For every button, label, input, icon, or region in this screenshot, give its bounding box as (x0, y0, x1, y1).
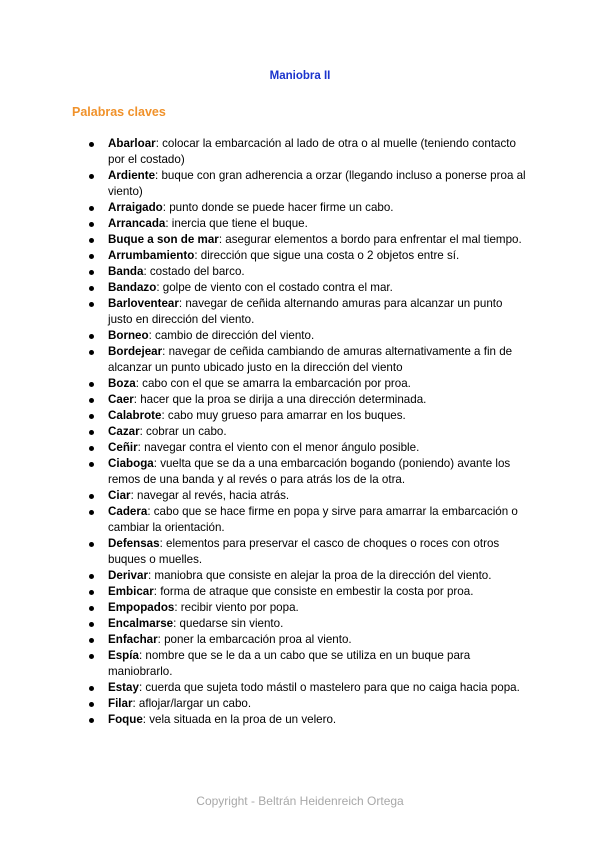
glossary-term: Ciar (108, 489, 131, 502)
glossary-definition: : cambio de dirección del viento. (148, 329, 315, 342)
glossary-item (108, 216, 528, 232)
bullet-icon (89, 398, 94, 403)
glossary-item (108, 248, 528, 264)
document-title: Maniobra II (269, 70, 331, 82)
glossary-item (108, 456, 528, 488)
glossary-item (108, 488, 528, 504)
glossary-definition: : cuerda que sujeta todo mástil o mastelero para que no caiga hacia popa. (138, 681, 520, 694)
glossary-term: Defensas (108, 537, 160, 550)
bullet-icon (89, 238, 94, 243)
glossary-item (108, 680, 528, 696)
bullet-icon (89, 270, 94, 275)
bullet-icon (89, 622, 94, 627)
glossary-term: Cadera (108, 505, 148, 518)
glossary-definition: : forma de atraque que consiste en embestir la costa por proa. (153, 585, 474, 598)
bullet-icon (89, 286, 94, 291)
glossary-definition: : elementos para preservar el casco de choques o roces con otros buques o muelles. (108, 537, 500, 566)
glossary-item (108, 440, 528, 456)
glossary-definition: : inercia que tiene el buque. (165, 217, 308, 230)
glossary-definition: : dirección que sigue una costa o 2 objetos entre sí. (194, 249, 460, 262)
glossary-item (108, 600, 528, 616)
glossary-term: Calabrote (108, 409, 162, 422)
glossary-item (108, 296, 528, 328)
glossary-definition: : poner la embarcación proa al viento. (157, 633, 352, 646)
glossary-item (108, 200, 528, 216)
glossary-definition: : cabo con el que se amarra la embarcación por proa. (135, 377, 411, 390)
bullet-icon (89, 606, 94, 611)
glossary-definition: : nombre que se le da a un cabo que se utiliza en un buque para maniobrarlo. (108, 649, 471, 678)
copyright-footer: Copyright - Beltrán Heidenreich Ortega (196, 794, 404, 808)
glossary-term: Derivar (108, 569, 148, 582)
glossary-definition: : vuelta que se da a una embarcación bogando (poniendo) avante los remos de una banda y al revés o para atrás los de la otra. (108, 457, 511, 486)
glossary-definition: : navegar de ceñida cambiando de amuras alternativamente a fin de alcanzar un punto ubicado justo en la dirección del viento (108, 345, 513, 374)
glossary-definition: : navegar de ceñida alternando amuras para alcanzar un punto justo en dirección del viento. (108, 297, 503, 326)
bullet-icon (89, 638, 94, 643)
glossary-term: Bordejear (108, 345, 163, 358)
glossary-definition: : hacer que la proa se dirija a una dirección determinada. (133, 393, 427, 406)
glossary-term: Barloventear (108, 297, 179, 310)
glossary-term: Arrancada (108, 217, 166, 230)
bullet-icon (89, 542, 94, 547)
glossary-definition: : vela situada en la proa de un velero. (142, 713, 337, 726)
glossary-term: Caer (108, 393, 134, 406)
glossary-item (108, 536, 528, 568)
bullet-icon (89, 430, 94, 435)
bullet-icon (89, 222, 94, 227)
glossary-item (108, 280, 528, 296)
glossary-definition: : punto donde se puede hacer firme un cabo. (162, 201, 394, 214)
glossary-term: Ciaboga (108, 457, 154, 470)
glossary-term: Estay (108, 681, 139, 694)
glossary-term: Embicar (108, 585, 154, 598)
glossary-term: Foque (108, 713, 143, 726)
glossary-term: Empopados (108, 601, 175, 614)
glossary-item (108, 584, 528, 600)
glossary-term: Banda (108, 265, 144, 278)
bullet-icon (89, 510, 94, 515)
glossary-term: Ardiente (108, 169, 156, 182)
bullet-icon (89, 174, 94, 179)
section-heading: Palabras claves (72, 105, 166, 119)
glossary-term: Abarloar (108, 137, 156, 150)
bullet-icon (89, 462, 94, 467)
bullet-icon (89, 702, 94, 707)
glossary-definition: : cabo muy grueso para amarrar en los buques. (161, 409, 406, 422)
glossary-definition: : aflojar/largar un cabo. (132, 697, 252, 710)
glossary-item (108, 568, 528, 584)
glossary-item (108, 376, 528, 392)
glossary-definition: : costado del barco. (143, 265, 245, 278)
glossary-item (108, 168, 528, 200)
glossary-term: Espía (108, 649, 139, 662)
glossary-definition: : navegar contra el viento con el menor ángulo posible. (137, 441, 420, 454)
glossary-definition: : asegurar elementos a bordo para enfrentar el mal tiempo. (218, 233, 522, 246)
bullet-icon (89, 382, 94, 387)
bullet-icon (89, 254, 94, 259)
glossary-term: Bandazo (108, 281, 157, 294)
glossary-item (108, 504, 528, 536)
bullet-icon (89, 350, 94, 355)
bullet-icon (89, 494, 94, 499)
bullet-icon (89, 142, 94, 147)
bullet-icon (89, 446, 94, 451)
glossary-item (108, 408, 528, 424)
glossary-definition: : cabo que se hace firme en popa y sirve para amarrar la embarcación o cambiar la orientación. (108, 505, 518, 534)
glossary-definition: : navegar al revés, hacia atrás. (130, 489, 290, 502)
glossary-term: Enfachar (108, 633, 158, 646)
glossary-item (108, 344, 528, 376)
glossary-term: Arrumbamiento (108, 249, 195, 262)
glossary-term: Ceñir (108, 441, 138, 454)
glossary-definition: : recibir viento por popa. (174, 601, 299, 614)
glossary-item (108, 328, 528, 344)
glossary-definition: : golpe de viento con el costado contra el mar. (156, 281, 393, 294)
glossary-term: Boza (108, 377, 136, 390)
bullet-icon (89, 718, 94, 723)
glossary-definition: : maniobra que consiste en alejar la proa de la dirección del viento. (147, 569, 492, 582)
glossary-term: Borneo (108, 329, 149, 342)
glossary-definition: : buque con gran adherencia a orzar (llegando incluso a ponerse proa al viento) (108, 169, 526, 198)
glossary-term: Cazar (108, 425, 140, 438)
glossary-item (108, 712, 528, 728)
glossary-item (108, 616, 528, 632)
glossary-definition: : colocar la embarcación al lado de otra o al muelle (teniendo contacto por el costado) (108, 137, 516, 166)
glossary-list (108, 136, 528, 728)
bullet-icon (89, 574, 94, 579)
bullet-icon (89, 302, 94, 307)
glossary-item (108, 424, 528, 440)
glossary-term: Buque a son de mar (108, 233, 219, 246)
bullet-icon (89, 414, 94, 419)
glossary-term: Encalmarse (108, 617, 174, 630)
glossary-item (108, 392, 528, 408)
glossary-item (108, 696, 528, 712)
glossary-term: Arraigado (108, 201, 163, 214)
glossary-item (108, 264, 528, 280)
glossary-item (108, 136, 528, 168)
glossary-item (108, 648, 528, 680)
bullet-icon (89, 206, 94, 211)
glossary-item (108, 632, 528, 648)
bullet-icon (89, 686, 94, 691)
glossary-item (108, 232, 528, 248)
bullet-icon (89, 590, 94, 595)
glossary-term: Filar (108, 697, 133, 710)
glossary-definition: : quedarse sin viento. (173, 617, 284, 630)
glossary-definition: : cobrar un cabo. (139, 425, 227, 438)
bullet-icon (89, 654, 94, 659)
bullet-icon (89, 334, 94, 339)
